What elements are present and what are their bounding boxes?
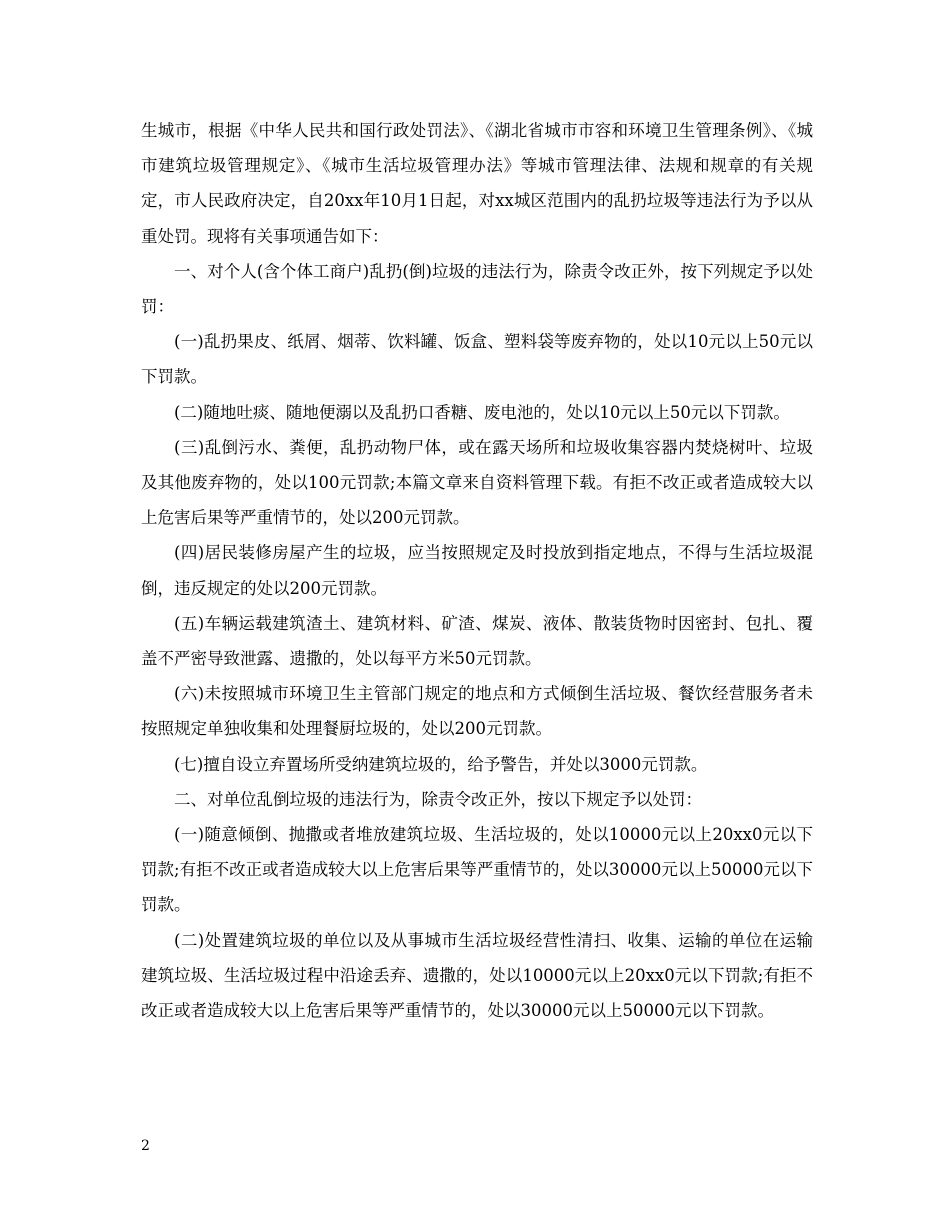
paragraph-item-3: (三)乱倒污水、粪便，乱扔动物尸体，或在露天场所和垃圾收集容器内焚烧树叶、垃圾及其他废弃物的，处以100元罚款;本篇文章来自资料管理下载。有拒不改正或者造成较大以上危害后果等严重情节的，处以200元罚款。 [141,437,813,528]
page-number: 2 [141,1138,150,1154]
paragraph-item-4: (四)居民装修房屋产生的垃圾，应当按照规定及时投放到指定地点，不得与生活垃圾混倒，违反规定的处以200元罚款。 [141,543,813,598]
paragraph-section-two-heading: 二、对单位乱倒垃圾的违法行为，除责令改正外，按以下规定予以处罚： [174,789,702,809]
paragraph-item-1: (一)乱扔果皮、纸屑、烟蒂、饮料罐、饭盒、塑料袋等废弃物的，处以10元以上50元以下罚款。 [141,332,813,387]
paragraph-unit-item-2: (二)处置建筑垃圾的单位以及从事城市生活垃圾经营性清扫、收集、运输的单位在运输建筑垃圾、生活垃圾过程中沿途丢弃、遗撒的，处以10000元以上20xx0元以下罚款;有拒不改正或者造成较大以上危害后果等严重情节的，处以30000元以上50000元以下罚款。 [141,930,813,1021]
document-body [141,113,813,1028]
paragraph-item-5: (五)车辆运载建筑渣土、建筑材料、矿渣、煤炭、液体、散装货物时因密封、包扎、覆盖不严密导致泄露、遗撒的，处以每平方米50元罚款。 [141,613,813,669]
paragraph-item-7: (七)擅自设立弃置场所受纳建筑垃圾的，给予警告，并处以3000元罚款。 [174,754,708,774]
paragraph-section-one-heading: 一、对个人(含个体工商户)乱扔(倒)垃圾的违法行为，除责令改正外，按下列规定予以处罚： [141,261,813,317]
paragraph-intro-continued: 生城市，根据《中华人民共和国行政处罚法》、《湖北省城市市容和环境卫生管理条例》、《城市建筑垃圾管理规定》、《城市生活垃圾管理办法》等城市管理法律、法规和规章的有关规定，市人民政府决定，自20xx年10月1日起，对xx城区范围内的乱扔垃圾等违法行为予以从重处罚。现将有关事项通告如下： [141,121,813,246]
paragraph-item-2: (二)随地吐痰、随地便溺以及乱扔口香糖、废电池的，处以10元以上50元以下罚款。 [174,402,790,422]
paragraph-unit-item-1: (一)随意倾倒、抛撒或者堆放建筑垃圾、生活垃圾的，处以10000元以上20xx0元以下罚款;有拒不改正或者造成较大以上危害后果等严重情节的，处以30000元以上50000元以下罚款。 [141,825,813,915]
paragraph-item-6: (六)未按照城市环境卫生主管部门规定的地点和方式倾倒生活垃圾、餐饮经营服务者未按照规定单独收集和处理餐厨垃圾的，处以200元罚款。 [141,684,813,739]
